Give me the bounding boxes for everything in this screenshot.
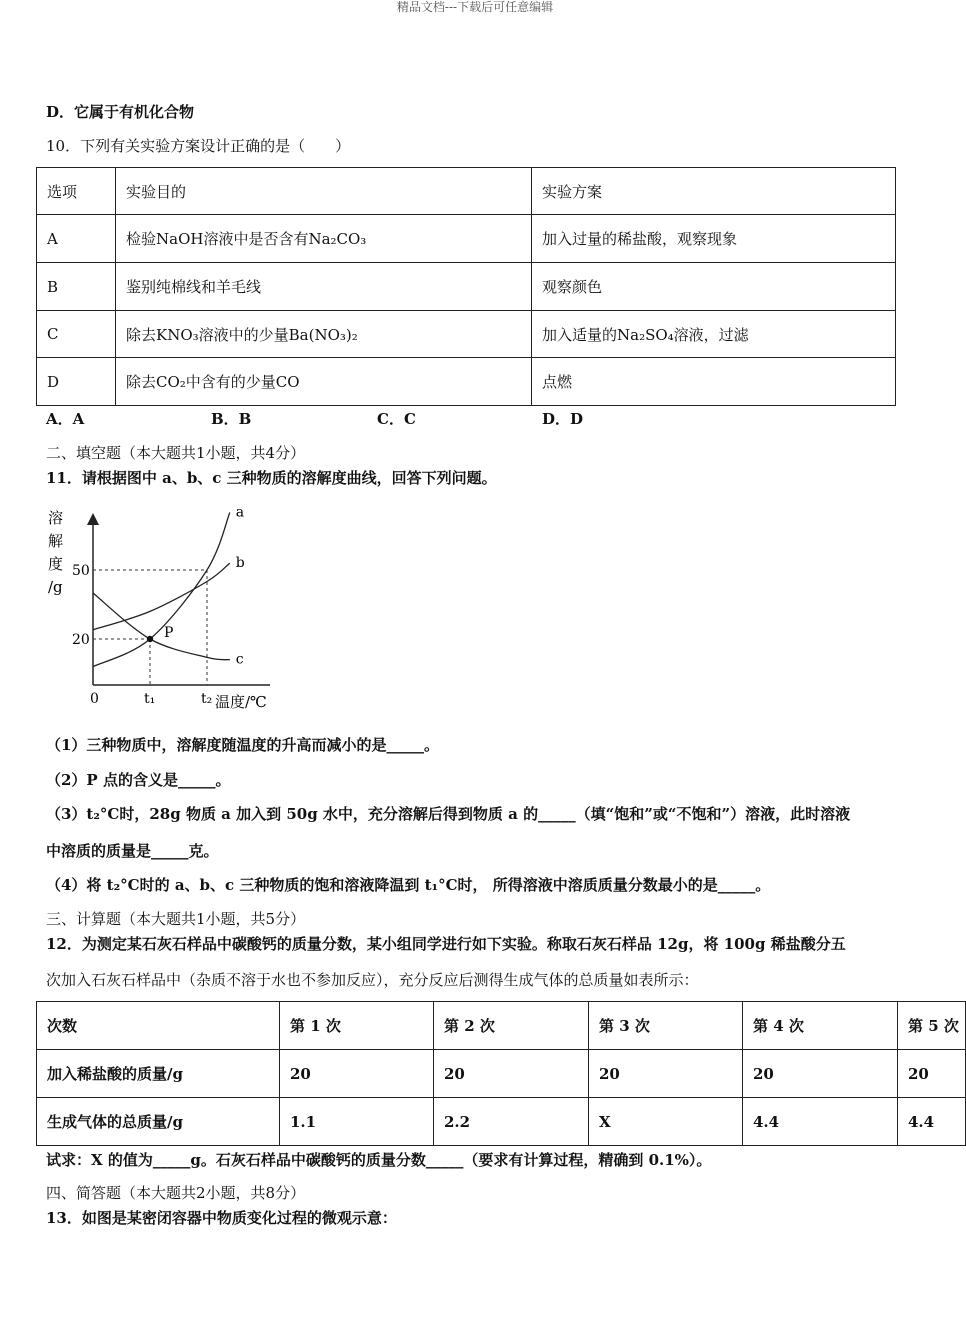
curve-c (93, 593, 230, 660)
choice-d: D．D (542, 410, 584, 428)
origin-label: 0 (90, 691, 99, 707)
table-header-row (37, 168, 896, 215)
table-cell: 检验NaOH溶液中是否含有Na₂CO₃ (116, 215, 532, 263)
q10-stem: 10．下列有关实验方案设计正确的是（ ） (46, 137, 351, 155)
table-cell: C (37, 311, 116, 358)
q11-part-3a: （3）t₂°C时，28g 物质 a 加入到 50g 水中，充分溶解后得到物质 a 的_____（填“饱和”或“不饱和”）溶液，此时溶液 (46, 805, 851, 823)
table-cell: 生成气体的总质量/g (37, 1098, 280, 1146)
table-row (37, 311, 896, 358)
table-cell: 实验目的 (116, 168, 532, 215)
q11-part-1: （1）三种物质中，溶解度随温度的升高而减小的是_____。 (46, 736, 439, 754)
table-cell: 选项 (37, 168, 116, 215)
q11-part-2: （2）P 点的含义是_____。 (46, 771, 231, 789)
table-cell: 20 (434, 1050, 589, 1098)
table-row (37, 263, 896, 311)
table-cell: 第 1 次 (280, 1002, 434, 1050)
choice-b: B．B (211, 410, 252, 428)
q13-stem: 13．如图是某密闭容器中物质变化过程的微观示意： (46, 1209, 397, 1227)
q10-table (36, 167, 896, 406)
table-cell: 20 (280, 1050, 434, 1098)
q12-stem-line-1: 12．为测定某石灰石样品中碳酸钙的质量分数，某小组同学进行如下实验。称取石灰石样品 12g，将 100g 稀盐酸分五 (46, 935, 846, 953)
q12-stem-line-2: 次加入石灰石样品中（杂质不溶于水也不参加反应），充分反应后测得生成气体的总质量如表所示： (46, 971, 699, 989)
table-cell: 加入过量的稀盐酸，观察现象 (532, 215, 896, 263)
section-3-title: 三、计算题（本大题共1小题，共5分） (46, 910, 306, 928)
table-row (37, 215, 896, 263)
choice-c: C．C (377, 410, 416, 428)
curves-group (93, 505, 245, 668)
section-2-title: 二、填空题（本大题共1小题，共4分） (46, 444, 306, 462)
x-tick-label: t₂ (201, 691, 213, 707)
table-cell: A (37, 215, 116, 263)
curve-label-b: b (235, 555, 245, 572)
ylabel-char: 解 (48, 532, 64, 550)
table-cell: 加入稀盐酸的质量/g (37, 1050, 280, 1098)
table-cell: 第 4 次 (743, 1002, 898, 1050)
curve-label-a: a (235, 504, 245, 521)
table-cell: 第 3 次 (589, 1002, 743, 1050)
table-cell: 点燃 (532, 358, 896, 406)
table-cell: 第 5 次 (898, 1002, 966, 1050)
choice-a: A．A (46, 410, 85, 428)
table-cell: 4.4 (743, 1098, 898, 1146)
ylabel-char: 溶 (48, 509, 64, 527)
q11-part-4: （4）将 t₂°C时的 a、b、c 三种物质的饱和溶液降温到 t₁°C时， 所得溶液中溶质质量分数最小的是_____。 (46, 876, 771, 894)
table-cell: 20 (898, 1050, 966, 1098)
table-row (37, 1050, 966, 1098)
table-cell: 实验方案 (532, 168, 896, 215)
curve-label-c: c (235, 651, 244, 668)
table-cell: 除去KNO₃溶液中的少量Ba(NO₃)₂ (116, 311, 532, 358)
q11-stem: 11．请根据图中 a、b、c 三种物质的溶解度曲线，回答下列问题。 (46, 469, 497, 487)
q12-table (36, 1001, 966, 1146)
table-cell: B (37, 263, 116, 311)
table-cell: 次数 (37, 1002, 280, 1050)
ylabel-char: 度 (48, 555, 64, 573)
table-row (37, 1098, 966, 1146)
table-cell: 第 2 次 (434, 1002, 589, 1050)
y-tick-label: 20 (72, 632, 90, 648)
table-cell: 除去CO₂中含有的少量CO (116, 358, 532, 406)
table-cell: 加入适量的Na₂SO₄溶液，过滤 (532, 311, 896, 358)
curve-a (93, 513, 230, 667)
q12-question: 试求：X 的值为_____g。石灰石样品中碳酸钙的质量分数_____（要求有计算过程，精确到 0.1%）。 (46, 1151, 712, 1169)
point-p-label: P (164, 625, 174, 641)
ylabel-char: /g (48, 578, 63, 596)
curve-b (93, 563, 230, 630)
table-cell: 20 (743, 1050, 898, 1098)
table-cell: 4.4 (898, 1098, 966, 1146)
table-cell: 2.2 (434, 1098, 589, 1146)
section-4-title: 四、简答题（本大题共2小题，共8分） (46, 1184, 306, 1202)
q11-part-3b: 中溶质的质量是_____克。 (46, 842, 219, 860)
table-cell: 观察颜色 (532, 263, 896, 311)
table-cell: D (37, 358, 116, 406)
table-cell: 1.1 (280, 1098, 434, 1146)
q9-option-d: D．它属于有机化合物 (46, 103, 195, 121)
table-cell: 鉴别纯棉线和羊毛线 (116, 263, 532, 311)
table-cell: X (589, 1098, 743, 1146)
page-header: 精品文档---下载后可任意编辑 (396, 0, 554, 14)
x-tick-label: t₁ (144, 691, 156, 707)
point-p-marker (147, 636, 153, 642)
solubility-chart (40, 505, 290, 720)
table-row (37, 358, 896, 406)
table-cell: 20 (589, 1050, 743, 1098)
y-tick-label: 50 (72, 563, 90, 579)
x-axis-label: 温度/℃ (215, 693, 267, 711)
table-header-row (37, 1002, 966, 1050)
guide-lines (93, 570, 207, 685)
